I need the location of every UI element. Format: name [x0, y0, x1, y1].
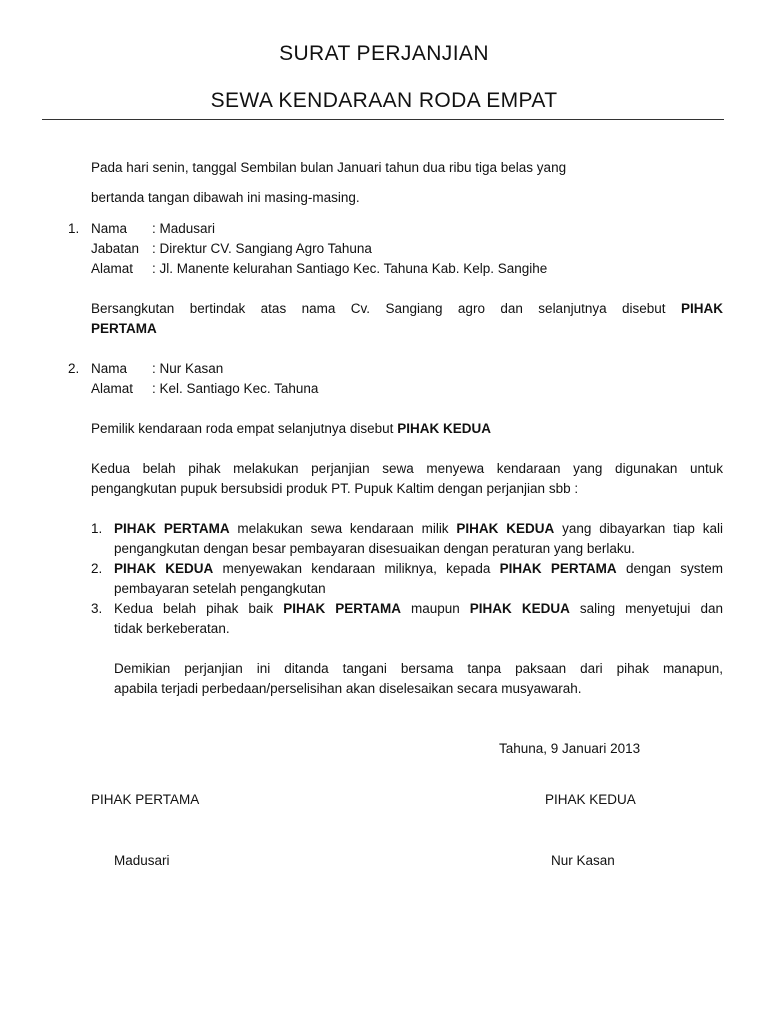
signature-name-second: Nur Kasan [551, 853, 615, 868]
opening-line-2: bertanda tangan dibawah ini masing-masing. [91, 190, 360, 205]
signature-name-first: Madusari [114, 853, 170, 868]
party2-address-label: Alamat [91, 381, 134, 396]
party1-note-line-1: Bersangkutan bertindak atas nama Cv. Sangiang agro dan selanjutnya disebut PIHAK [91, 301, 723, 316]
party2-address-value: : Kel. Santiago Kec. Tahuna [152, 381, 319, 396]
place-date: Tahuna, 9 Januari 2013 [499, 741, 641, 756]
party1-position-label: Jabatan [91, 241, 140, 256]
intro-line-2: pengangkutan pupuk bersubsidi produk PT. Pupuk Kaltim dengan perjanjian sbb : [91, 481, 579, 496]
party2-note: Pemilik kendaraan roda empat selanjutnya disebut PIHAK KEDUA [91, 421, 491, 436]
party1-number: 1. [68, 221, 80, 236]
signature-label-first: PIHAK PERTAMA [91, 792, 200, 807]
term2-number: 2. [91, 561, 103, 576]
term3-line-2: tidak berkeberatan. [114, 621, 230, 636]
party2-name-label: Nama [91, 361, 128, 376]
closing-line-1: Demikian perjanjian ini ditanda tangani bersama tanpa paksaan dari pihak manapun, [114, 661, 723, 676]
party1-position-value: : Direktur CV. Sangiang Agro Tahuna [152, 241, 372, 256]
term2-line-1: PIHAK KEDUA menyewakan kendaraan miliknya, kepada PIHAK PERTAMA dengan system [114, 561, 723, 576]
title-line-2: SEWA KENDARAAN RODA EMPAT [210, 89, 558, 112]
party2-name-value: : Nur Kasan [152, 361, 224, 376]
term3-line-1: Kedua belah pihak baik PIHAK PERTAMA maupun PIHAK KEDUA saling menyetujui dan [114, 601, 723, 616]
party1-note-line-2: PERTAMA [91, 321, 157, 336]
party1-name-label: Nama [91, 221, 128, 236]
term3-number: 3. [91, 601, 103, 616]
closing-line-2: apabila terjadi perbedaan/perselisihan akan diselesaikan secara musyawarah. [114, 681, 582, 696]
party1-address-value: : Jl. Manente kelurahan Santiago Kec. Tahuna Kab. Kelp. Sangihe [152, 261, 548, 276]
title-divider [42, 119, 724, 120]
signature-label-second: PIHAK KEDUA [545, 792, 636, 807]
term1-line-1: PIHAK PERTAMA melakukan sewa kendaraan milik PIHAK KEDUA yang dibayarkan tiap kali [114, 521, 723, 536]
opening-line-1: Pada hari senin, tanggal Sembilan bulan Januari tahun dua ribu tiga belas yang [91, 160, 567, 175]
party2-number: 2. [68, 361, 80, 376]
term1-line-2: pengangkutan dengan besar pembayaran disesuaikan dengan peraturan yang berlaku. [114, 541, 635, 556]
party1-name-value: : Madusari [152, 221, 216, 236]
intro-line-1: Kedua belah pihak melakukan perjanjian sewa menyewa kendaraan yang digunakan untuk [91, 461, 723, 476]
term2-line-2: pembayaran setelah pengangkutan [114, 581, 326, 596]
party1-address-label: Alamat [91, 261, 134, 276]
title-line-1: SURAT PERJANJIAN [279, 42, 489, 65]
term1-number: 1. [91, 521, 103, 536]
